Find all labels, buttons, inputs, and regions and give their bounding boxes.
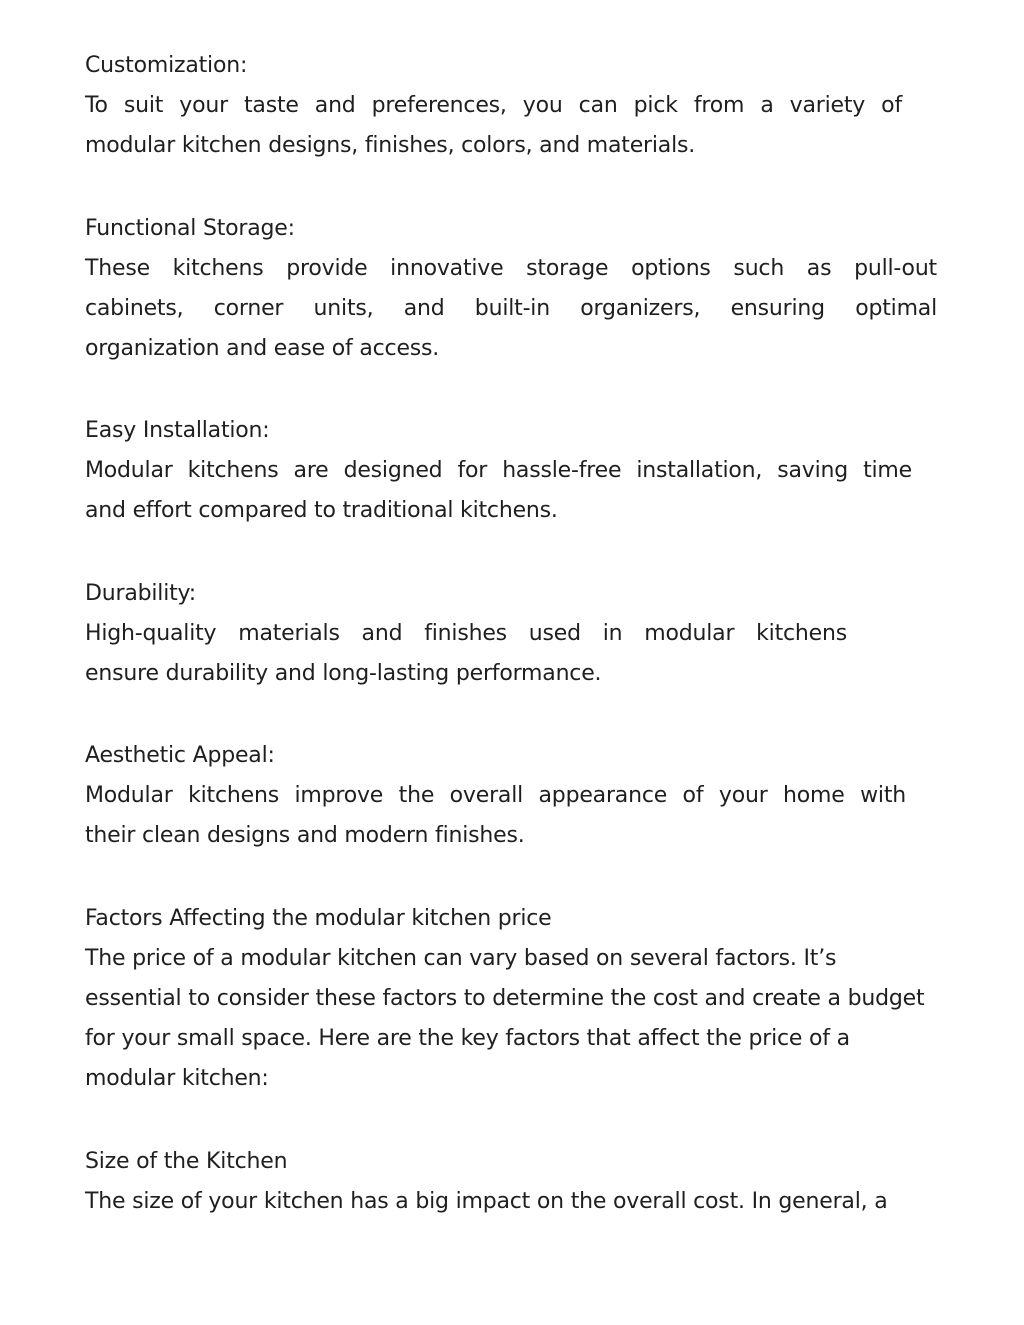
paragraph-line: modular kitchen designs, finishes, colors, and materials. <box>85 133 696 158</box>
section-durability <box>85 574 847 694</box>
paragraph-line: for your small space. Here are the key factors that affect the price of a <box>85 1026 850 1051</box>
paragraph-line: ensure durability and long-lasting performance. <box>85 661 602 686</box>
section-heading: Aesthetic Appeal: <box>85 743 275 768</box>
section-heading: Functional Storage: <box>85 216 295 241</box>
section-functional-storage <box>85 209 937 369</box>
paragraph-line: The size of your kitchen has a big impact on the overall cost. In general, a <box>85 1189 888 1214</box>
paragraph-line: organization and ease of access. <box>85 336 440 361</box>
section-heading: Size of the Kitchen <box>85 1149 288 1174</box>
paragraph-line: modular kitchen: <box>85 1066 269 1091</box>
section-heading: Factors Affecting the modular kitchen price <box>85 906 552 931</box>
section-aesthetic-appeal <box>85 736 906 856</box>
paragraph-line: Modular kitchens improve the overall appearance of your home with <box>85 783 906 808</box>
section-size-of-kitchen <box>85 1142 888 1222</box>
paragraph-line: and effort compared to traditional kitchens. <box>85 498 558 523</box>
section-heading: Durability: <box>85 581 196 606</box>
paragraph-line: These kitchens provide innovative storage options such as pull-out <box>85 256 937 281</box>
paragraph-line: Modular kitchens are designed for hassle-free installation, saving time <box>85 458 912 483</box>
section-easy-installation <box>85 411 912 531</box>
paragraph-line: essential to consider these factors to determine the cost and create a budget <box>85 986 925 1011</box>
section-heading: Easy Installation: <box>85 418 270 443</box>
paragraph-line: To suit your taste and preferences, you can pick from a variety of <box>85 93 902 118</box>
section-heading: Customization: <box>85 53 248 78</box>
paragraph-line: The price of a modular kitchen can vary based on several factors. It’s <box>85 946 837 971</box>
paragraph-line: their clean designs and modern finishes. <box>85 823 525 848</box>
section-customization <box>85 46 902 166</box>
paragraph-line: High-quality materials and finishes used in modular kitchens <box>85 621 847 646</box>
section-factors-affecting-price <box>85 899 924 1099</box>
paragraph-line: cabinets, corner units, and built-in organizers, ensuring optimal <box>85 296 937 321</box>
